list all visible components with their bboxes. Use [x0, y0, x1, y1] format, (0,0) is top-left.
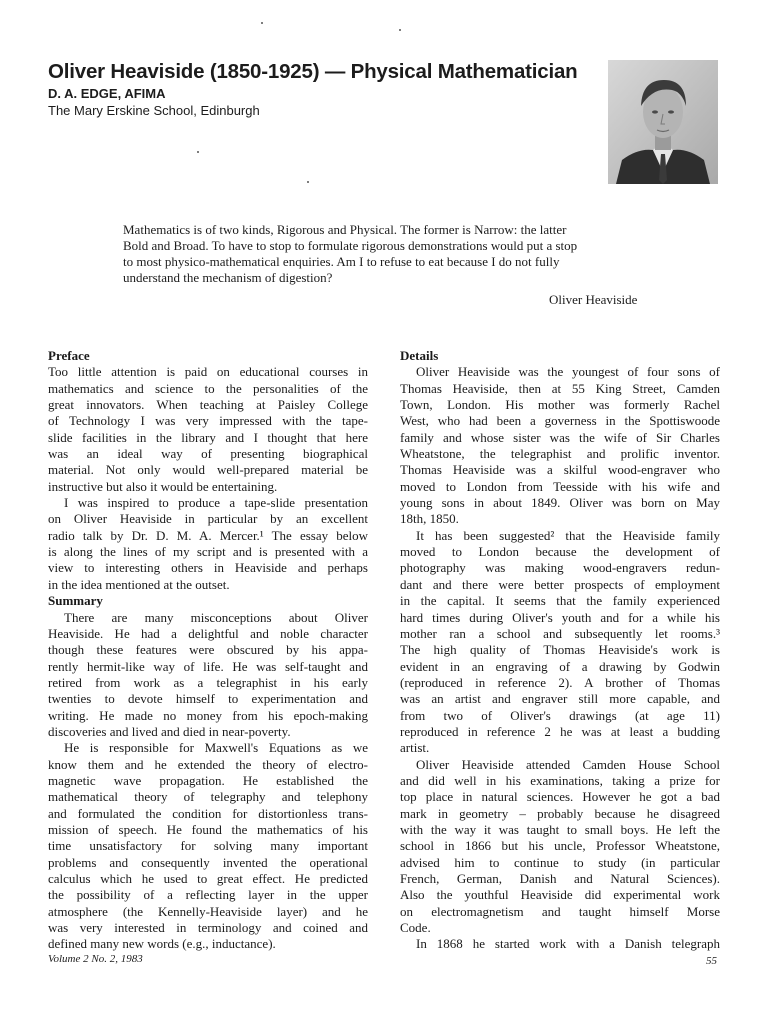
body-line: defined many new words (e.g., inductance). — [48, 936, 276, 952]
print-speck — [197, 151, 199, 153]
body-line: reproduced in reference 2 he was at least a budding — [400, 723, 720, 739]
article-title: Oliver Heaviside (1850-1925) — Physical Mathematician — [48, 60, 578, 83]
author-affiliation: The Mary Erskine School, Edinburgh — [48, 103, 260, 118]
body-line: great innovators. When teaching at Paisley College — [48, 397, 368, 413]
epigraph-line: understand the mechanism of digestion? — [123, 270, 333, 285]
body-line: discoveries and lived and died in near-poverty. — [48, 723, 291, 739]
body-line: moved to London because the development of — [400, 544, 720, 560]
body-line: was an ideal way of presenting biographical — [48, 446, 368, 462]
body-line: advised him to continue to study (in particular — [400, 854, 720, 870]
body-line: with the way it was taught to small boys. He left the — [400, 821, 720, 837]
body-line: evident in an engraving of a drawing by Godwin — [400, 658, 720, 674]
body-line: Also the youthful Heaviside did experimental work — [400, 887, 720, 903]
body-line: know them and he extended the theory of electro- — [48, 756, 368, 772]
print-speck — [261, 22, 263, 24]
epigraph-line: Mathematics is of two kinds, Rigorous and Physical. The former is Narrow: the latter — [123, 222, 567, 237]
body-line: 18th, 1850. — [400, 511, 459, 527]
body-line: (reproduced in reference 2). A brother of Thomas — [400, 674, 720, 690]
body-line: mother ran a school and subsequently let rooms.³ — [400, 625, 720, 641]
body-line: Thomas Heaviside, then at 55 King Street, Camden — [400, 380, 720, 396]
body-line: French, German, Danish and Natural Sciences). — [400, 871, 720, 886]
body-line: photography was making wood-engravers redun- — [400, 560, 720, 576]
body-line: hard times during Oliver's youth and for a while his — [400, 609, 720, 625]
body-line: mathematical theory of telegraphy and telephony — [48, 789, 368, 805]
body-line: moved to London from Teesside with his wife and — [400, 478, 720, 494]
body-line: There are many misconceptions about Oliver — [64, 609, 368, 625]
body-line: Oliver Heaviside was the youngest of four sons of — [416, 364, 720, 380]
body-line: West, who had been a governess in the Spottiswoode — [400, 413, 720, 429]
body-line: time unsatisfactory for solving many important — [48, 838, 368, 854]
body-line: view to interesting others in Heaviside and perhaps — [48, 560, 368, 576]
body-line: I was inspired to produce a tape-slide presentation — [64, 495, 368, 511]
body-line: in the capital. It seems that the family experienced — [400, 593, 720, 609]
body-line: and formulated the condition for distortionless trans- — [48, 805, 368, 821]
body-line: twenties to devote himself to experimentation and — [48, 691, 368, 707]
body-line: Town, London. His mother was formerly Rachel — [400, 397, 720, 413]
body-line: instructive but also it would be entertaining. — [48, 478, 278, 494]
body-line: writing. He made no money from his epoch-making — [48, 707, 368, 723]
body-line: rently hermit-like way of life. He was self-taught and — [48, 658, 368, 674]
body-line: Code. — [400, 920, 431, 936]
body-line: in the idea mentioned at the outset. — [48, 576, 230, 592]
body-line: the possibility of a reflecting layer in the upper — [48, 887, 368, 903]
author-portrait-photo — [608, 60, 718, 184]
left-column — [48, 348, 368, 953]
body-line: slide facilities in the library and I thought that here — [48, 429, 368, 445]
body-line: though these features were obscured by his appa- — [48, 642, 368, 658]
print-speck — [399, 29, 401, 31]
author-name: D. A. EDGE, AFIMA — [48, 86, 166, 101]
body-line: Too little attention is paid on educational courses in — [48, 364, 368, 380]
body-line: mark in geometry – probably because he disagreed — [400, 805, 720, 821]
epigraph-line: Bold and Broad. To have to stop to formulate rigorous demonstrations would put a stop — [123, 238, 578, 253]
epigraph-quote — [123, 222, 655, 286]
body-line: is along the lines of my script and is presented with a — [48, 544, 368, 560]
body-line: atmosphere (the Kennelly-Heaviside layer) and he — [48, 903, 368, 919]
preface-heading: Preface — [48, 348, 90, 363]
body-line: artist. — [400, 740, 430, 756]
body-line: dant and there were better prospects of employment — [400, 576, 720, 592]
body-line: top place in natural sciences. However he got a bad — [400, 789, 720, 805]
body-line: calculus which he used to great effect. He predicted — [48, 871, 368, 886]
body-line: radio talk by Dr. D. M. A. Mercer.¹ The essay below — [48, 527, 368, 543]
body-line: mathematics and science to the personalities of the — [48, 380, 368, 396]
page-number: 55 — [706, 955, 717, 967]
body-line: material. Not only would well-prepared material be — [48, 462, 368, 478]
body-line: problems and consequently invented the operational — [48, 854, 368, 870]
body-line: from two of Oliver's drawings (at age 11) — [400, 707, 720, 723]
body-line: The high quality of Thomas Heaviside's work is — [400, 642, 720, 658]
body-line: and did well in his examinations, taking a prize for — [400, 772, 720, 788]
body-line: Thomas Heaviside was a skilful wood-engraver who — [400, 462, 720, 478]
details-heading: Details — [400, 348, 439, 363]
body-line: was an artist and engraver still more capable, and — [400, 691, 720, 707]
right-column — [400, 348, 720, 953]
body-line: He is responsible for Maxwell's Equations as we — [64, 740, 368, 756]
body-line: Wheatstone, the telegraphist and prolific inventor. — [400, 446, 720, 462]
body-line: Heaviside. He had a delightful and noble character — [48, 625, 368, 641]
body-line: magnetic wave propagation. He established the — [48, 772, 368, 788]
body-line: school in 1866 but his uncle, Professor Wheatstone, — [400, 838, 720, 854]
body-line: was very interested in terminology and coined and — [48, 920, 368, 936]
body-line: on Oliver Heaviside in particular by an excellent — [48, 511, 368, 527]
body-line: young sons in about 1849. Oliver was born on May — [400, 495, 720, 511]
body-line: on electromagnetism and taught himself Morse — [400, 903, 720, 919]
summary-heading: Summary — [48, 593, 103, 609]
body-line: retired from work as a telegraphist in his early — [48, 674, 368, 690]
journal-volume: Volume 2 No. 2, 1983 — [48, 953, 143, 965]
print-speck — [307, 181, 309, 183]
body-line: It has been suggested² that the Heaviside family — [416, 527, 720, 543]
portrait-image — [608, 60, 718, 184]
epigraph-line: to most physico-mathematical enquiries. Am I to refuse to eat because I do not fully — [123, 254, 560, 269]
body-line: mission of speech. He found the mathematics of his — [48, 821, 368, 837]
epigraph-attribution: Oliver Heaviside — [549, 292, 638, 307]
body-line: of Technology I was very impressed with the tape- — [48, 413, 368, 429]
body-line: family and whose sister was the wife of Sir Charles — [400, 429, 720, 445]
body-line: In 1868 he started work with a Danish telegraph — [416, 936, 720, 952]
body-line: Oliver Heaviside attended Camden House School — [416, 756, 720, 772]
